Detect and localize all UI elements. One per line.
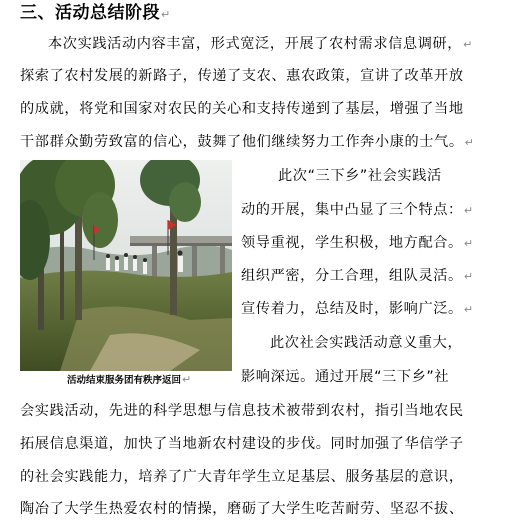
text-line-10: 此次社会实践活动意义重大， (270, 335, 463, 351)
text-line-3: 的成就，将党和国家对农民的关心和支持传递到了基层，增强了当地 (20, 101, 464, 117)
paragraph-mark: ↵ (182, 373, 192, 386)
text-line-5: 此次“三下乡”社会实践活 (278, 168, 442, 184)
text-line-4: 干部群众勤劳致富的信心，鼓舞了他们继续努力工作奔小康的士气。↵ (20, 134, 475, 150)
paragraph-mark: ↵ (463, 237, 474, 250)
section-heading: 三、活动总结阶段↵ (20, 3, 171, 23)
text-line-11: 影响深远。通过开展“三下乡”社 (241, 369, 450, 385)
text-line-1: 本次实践活动内容丰富，形式宽泛，开展了农村需求信息调研，↵ (48, 36, 473, 52)
text-line-9: 宣传着力，总结及时，影响广泛。↵ (241, 301, 474, 317)
text-line-14: 的社会实践能力，培养了广大青年学生立足基层、服务基层的意识， (20, 469, 464, 485)
paragraph-mark: ↵ (463, 38, 473, 51)
text-line-6: 动的开展，集中凸显了三个特点：↵ (241, 202, 474, 218)
paragraph-mark: ↵ (463, 303, 474, 316)
text-line-13: 拓展信息渠道，加快了当地新农村建设的步伐。同时加强了华信学子 (20, 436, 464, 452)
paragraph-mark: ↵ (161, 8, 171, 21)
paragraph-mark: ↵ (463, 270, 474, 283)
text-line-8: 组织严密，分工合理，组队灵活。↵ (241, 268, 474, 284)
text-line-2: 探索了农村发展的新路子，传递了支农、惠农政策，宣讲了改革开放 (20, 68, 464, 84)
activity-photo (20, 160, 232, 371)
paragraph-mark: ↵ (464, 136, 475, 149)
text-line-12: 会实践活动，先进的科学思想与信息技术被带到农村，指引当地农民 (20, 403, 464, 419)
text-line-7: 领导重视，学生积极，地方配合。↵ (241, 235, 474, 251)
paragraph-mark: ↵ (463, 204, 474, 217)
photo-caption: 活动结束服务团有秩序返回↵ (67, 373, 192, 386)
text-line-15: 陶冶了大学生热爱农村的情操，磨砺了大学生吃苦耐劳、坚忍不拔、 (20, 501, 464, 517)
